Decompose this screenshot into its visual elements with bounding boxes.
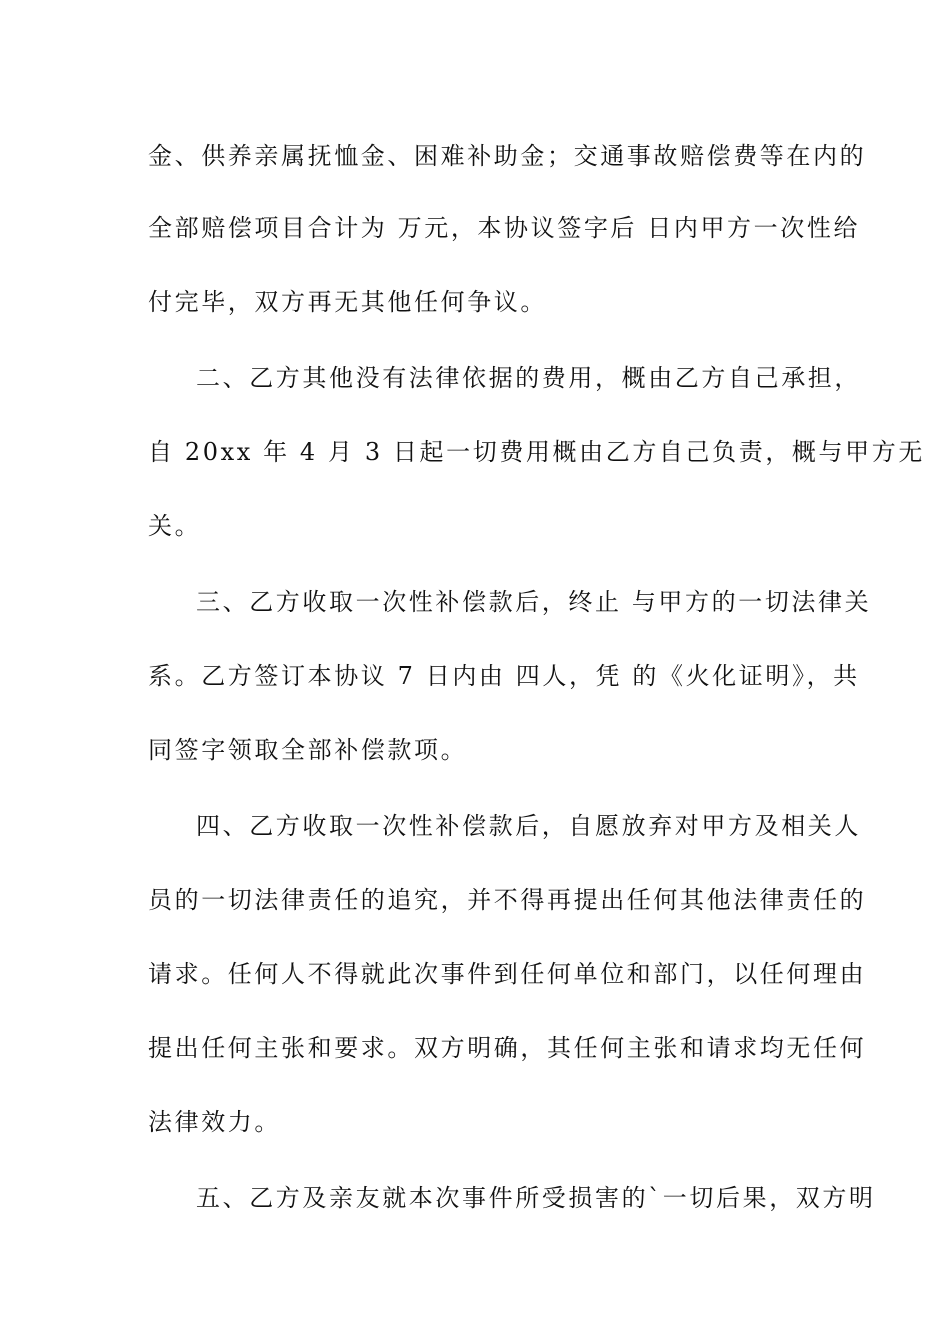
text-line: 请求。任何人不得就此次事件到任何单位和部门，以任何理由 [148,960,867,988]
text-line: 员的一切法律责任的追究，并不得再提出任何其他法律责任的 [148,886,867,914]
text-line: 系。乙方签订本协议 7 日内由 四人，凭 的《火化证明》，共 [148,662,860,690]
text-line: 自 20xx 年 4 月 3 日起一切费用概由乙方自己负责，概与甲方无 [148,438,925,466]
paragraph-start-line: 二、乙方其他没有法律依据的费用，概由乙方自己承担， [196,364,861,392]
text-line: 付完毕，双方再无其他任何争议。 [148,288,547,316]
text-line: 全部赔偿项目合计为 万元，本协议签字后 日内甲方一次性给 [148,214,861,242]
text-line: 关。 [148,512,202,540]
paragraph-start-line: 三、乙方收取一次性补偿款后，终止 与甲方的一切法律关 [196,588,872,616]
text-line: 金、供养亲属抚恤金、困难补助金；交通事故赔偿费等在内的 [148,142,867,170]
text-line: 法律效力。 [148,1108,281,1136]
text-line: 提出任何主张和要求。双方明确，其任何主张和请求均无任何 [148,1034,867,1062]
paragraph-start-line: 四、乙方收取一次性补偿款后，自愿放弃对甲方及相关人 [196,812,861,840]
text-line: 同签字领取全部补偿款项。 [148,736,468,764]
paragraph-start-line: 五、乙方及亲友就本次事件所受损害的`一切后果，双方明 [196,1184,876,1212]
